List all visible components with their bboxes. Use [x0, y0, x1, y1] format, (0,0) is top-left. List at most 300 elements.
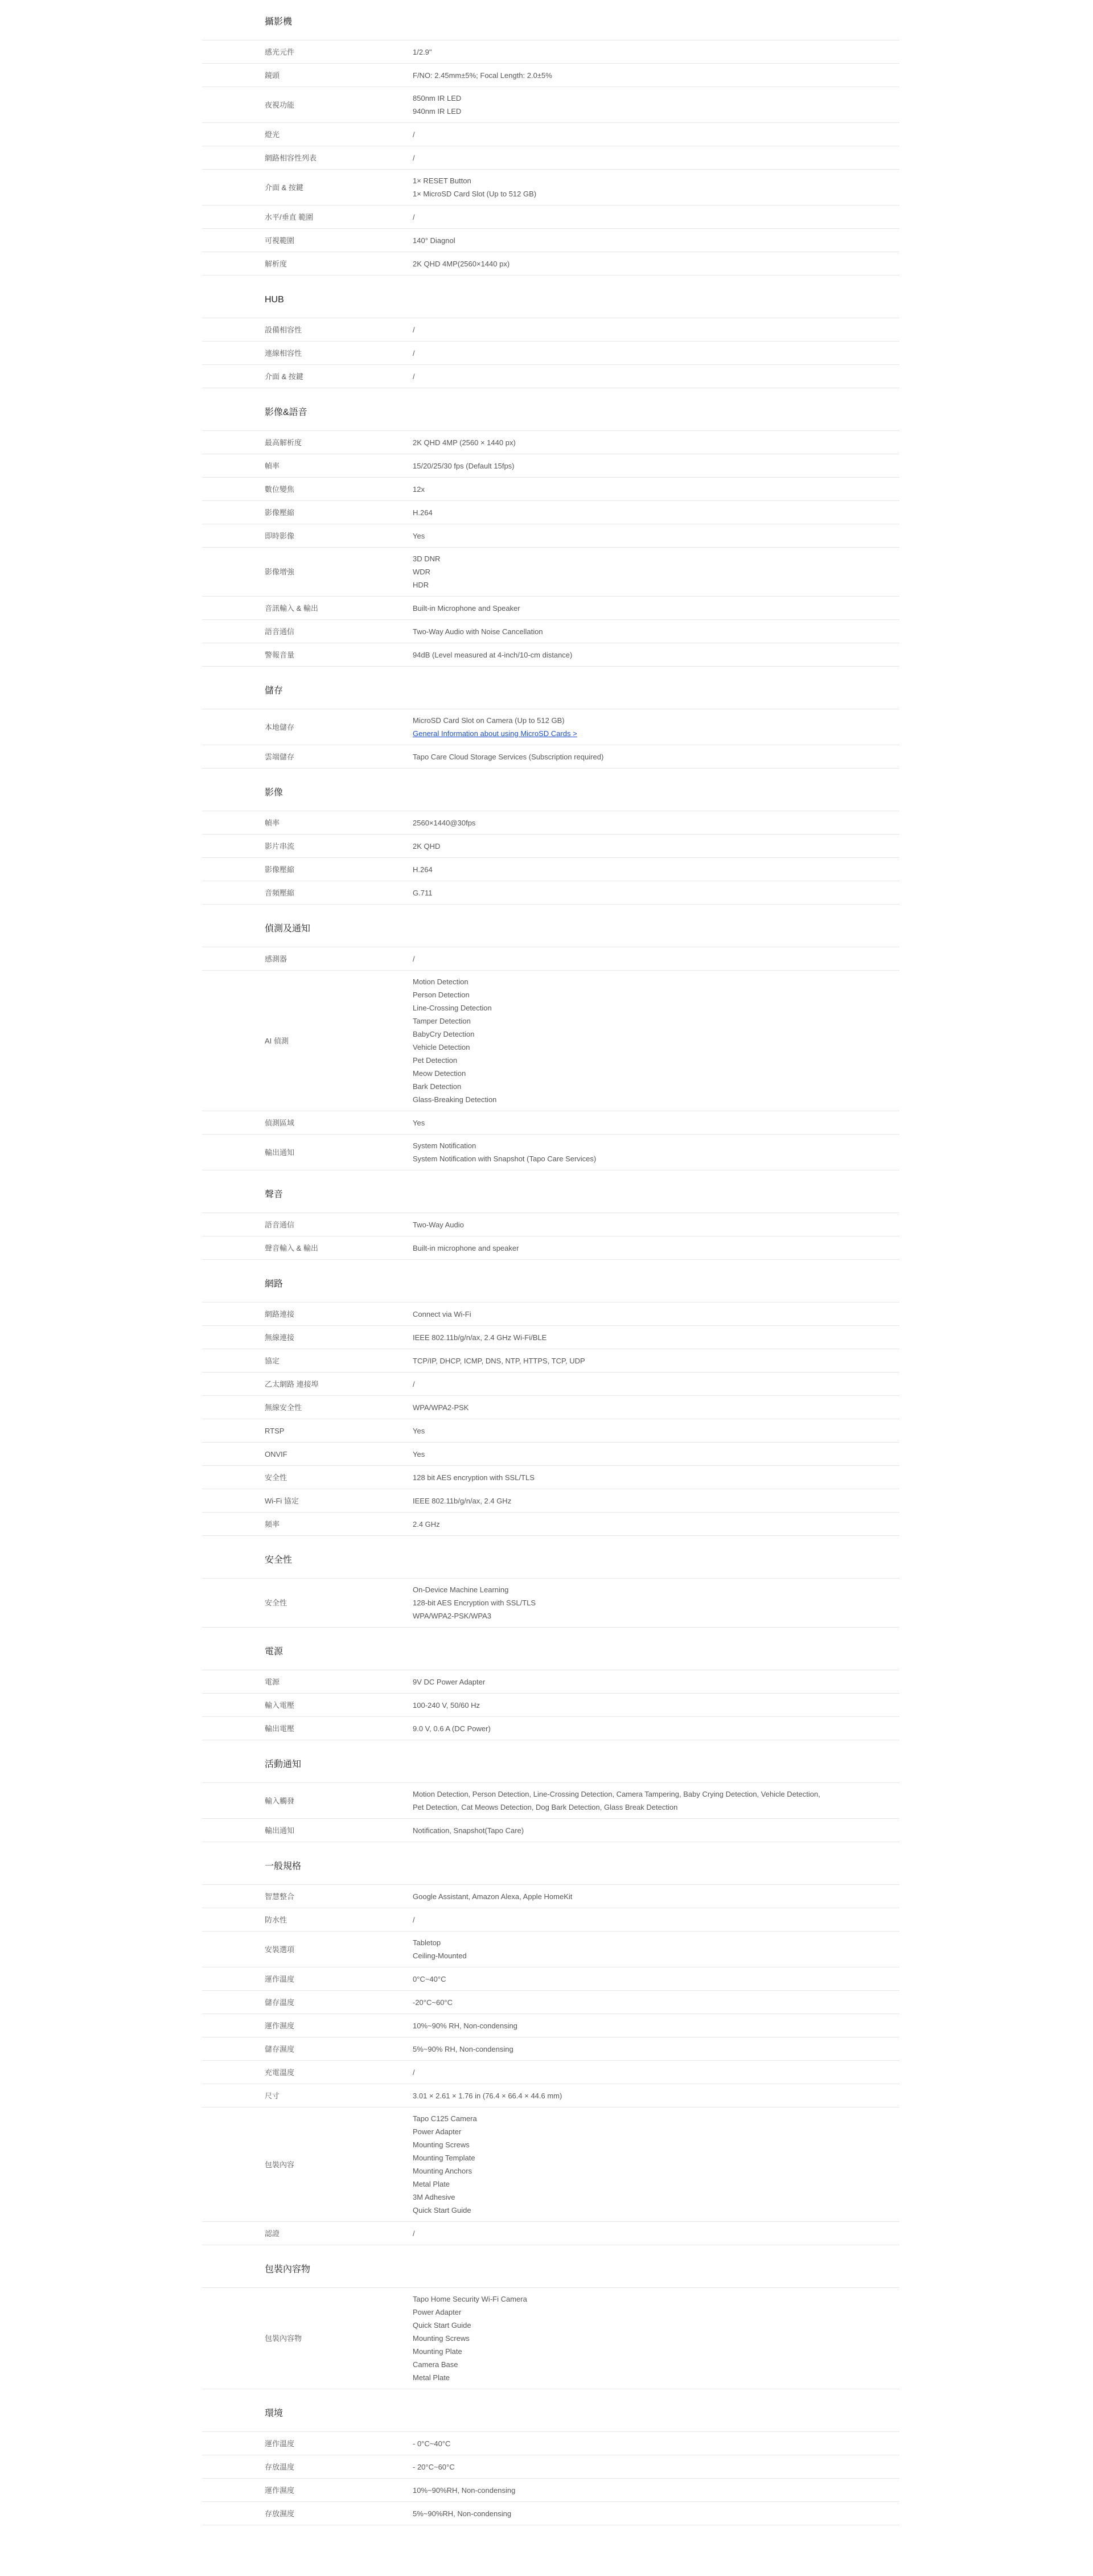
spec-value [413, 644, 899, 666]
spec-label: 儲存溫度 [265, 1998, 295, 2007]
table-row [202, 1396, 899, 1419]
spec-value [413, 746, 899, 768]
spec-value-line: 12x [413, 484, 425, 494]
spec-value [413, 253, 899, 275]
spec-value [413, 2015, 899, 2037]
spec-table-block [202, 2287, 899, 2389]
table-row [202, 709, 899, 745]
spec-section [202, 1634, 899, 1740]
spec-value [413, 2061, 899, 2084]
spec-label: 音訊輸入 & 輸出 [265, 603, 318, 613]
table-row [202, 1419, 899, 1443]
spec-label: 乙太網路 連接埠 [265, 1379, 319, 1388]
spec-value [413, 64, 899, 87]
spec-value-line: Power Adapter [413, 2308, 462, 2316]
table-row [202, 1819, 899, 1842]
section-title: 聲音 [265, 1190, 283, 1199]
spec-value-line: 9.0 V, 0.6 A (DC Power) [413, 1724, 491, 1733]
spec-section [202, 911, 899, 1170]
table-row [202, 431, 899, 454]
table-row [202, 1885, 899, 1908]
spec-label: 存放溫度 [265, 2462, 295, 2471]
spec-value [413, 1885, 899, 1908]
spec-label: 運作溫度 [265, 2439, 295, 2448]
spec-value-line: Yes [413, 1118, 425, 1127]
spec-table-block [202, 1213, 899, 1260]
spec-value [413, 835, 899, 857]
spec-label: RTSP [265, 1426, 285, 1435]
spec-value [413, 2085, 899, 2107]
spec-section [202, 5, 899, 276]
table-row [202, 811, 899, 835]
spec-value-line: System Notification with Snapshot (Tapo Care Services) [413, 1155, 597, 1163]
table-row [202, 1670, 899, 1694]
spec-value [413, 858, 899, 881]
spec-value [413, 882, 899, 904]
spec-value [413, 229, 899, 252]
spec-label: 協定 [265, 1356, 280, 1365]
spec-value-line: IEEE 802.11b/g/n/ax, 2.4 GHz [413, 1496, 512, 1505]
spec-table-block [202, 1578, 899, 1628]
spec-label: 智慧整合 [265, 1892, 295, 1901]
spec-value [413, 1214, 899, 1236]
spec-label: AI 偵測 [265, 1036, 289, 1045]
table-row [202, 40, 899, 64]
table-row [202, 1213, 899, 1236]
table-row [202, 1373, 899, 1396]
spec-value [413, 709, 899, 745]
spec-section [202, 2252, 899, 2389]
spec-label: 即時影像 [265, 531, 295, 540]
spec-label: 音頻壓縮 [265, 888, 295, 897]
table-row [202, 454, 899, 478]
spec-value [413, 502, 899, 524]
spec-value-line: Quick Start Guide [413, 2321, 471, 2330]
spec-value-line: Yes [413, 1449, 425, 1458]
spec-value [413, 1718, 899, 1740]
spec-label: 數位變焦 [265, 484, 295, 494]
table-row [202, 947, 899, 971]
spec-section [202, 1543, 899, 1628]
spec-value-line: System Notification [413, 1141, 476, 1150]
spec-section [202, 775, 899, 905]
spec-label: 燈光 [265, 130, 280, 139]
table-row [202, 1991, 899, 2014]
spec-label: 偵測區域 [265, 1118, 295, 1127]
section-title: 活動通知 [265, 1760, 302, 1769]
spec-value-line: G.711 [413, 888, 433, 897]
section-title: 安全性 [265, 1555, 293, 1565]
table-row [202, 1326, 899, 1349]
spec-value-line: / [413, 1915, 415, 1924]
spec-value-line: 128 bit AES encryption with SSL/TLS [413, 1473, 535, 1482]
spec-value [413, 1694, 899, 1716]
table-row [202, 2037, 899, 2061]
microsd-info-link[interactable]: General Information about using MicroSD Cards > [413, 729, 577, 738]
spec-label: 介面 & 按鍵 [265, 183, 303, 192]
spec-value-line: 2.4 GHz [413, 1519, 440, 1529]
spec-label: 介面 & 按鍵 [265, 372, 303, 381]
table-row [202, 501, 899, 524]
spec-label: 連線相容性 [265, 348, 302, 358]
table-row [202, 252, 899, 276]
spec-value [413, 1968, 899, 1990]
spec-label: 包裝內容物 [265, 2334, 302, 2343]
spec-value-line: Tabletop [413, 1938, 441, 1947]
spec-value [413, 2222, 899, 2245]
spec-value-line: Line-Crossing Detection [413, 1004, 492, 1012]
spec-label: 包裝內容 [265, 2160, 295, 2169]
table-row [202, 1135, 899, 1170]
spec-label: 無線安全性 [265, 1403, 302, 1412]
table-row [202, 1349, 899, 1373]
spec-label: 警報音量 [265, 650, 295, 659]
spec-value-line: 3D DNR [413, 554, 441, 563]
spec-value-line: Metal Plate [413, 2180, 450, 2188]
table-row [202, 1717, 899, 1740]
spec-value-line: Mounting Anchors [413, 2167, 472, 2175]
spec-value [413, 597, 899, 619]
spec-value-line: 850nm IR LED [413, 94, 462, 102]
spec-value-line: Tapo Care Cloud Storage Services (Subscription required) [413, 752, 604, 761]
spec-value-line: 2K QHD [413, 841, 441, 851]
spec-section [202, 1747, 899, 1842]
spec-table-block [202, 947, 899, 1170]
spec-value [413, 2503, 899, 2525]
spec-label: 頻率 [265, 1519, 280, 1529]
spec-value-line: 10%~90%RH, Non-condensing [413, 2485, 516, 2495]
spec-value-line: 1× RESET Button [413, 176, 471, 185]
spec-section [202, 1267, 899, 1536]
spec-value-line: BabyCry Detection [413, 1030, 475, 1038]
spec-value-line: 2K QHD 4MP (2560 × 1440 px) [413, 438, 516, 447]
table-row [202, 1783, 899, 1819]
table-row [202, 1579, 899, 1628]
spec-table-block [202, 1782, 899, 1842]
spec-label: 感測器 [265, 954, 287, 963]
spec-value-line: / [413, 1379, 415, 1388]
spec-value-line: / [413, 325, 415, 334]
table-row [202, 1236, 899, 1260]
spec-label: 影片串流 [265, 841, 295, 851]
spec-value-line: 15/20/25/30 fps (Default 15fps) [413, 461, 515, 470]
spec-value-line: Tapo Home Security Wi-Fi Camera [413, 2295, 527, 2303]
spec-value-line: Notification, Snapshot(Tapo Care) [413, 1826, 524, 1835]
spec-value-line: Mounting Screws [413, 2334, 470, 2343]
spec-label: Wi-Fi 協定 [265, 1496, 299, 1505]
table-row [202, 2222, 899, 2245]
table-row [202, 2455, 899, 2479]
spec-value [413, 1671, 899, 1693]
table-row [202, 881, 899, 905]
spec-label: 充電溫度 [265, 2068, 295, 2077]
table-row [202, 1303, 899, 1326]
table-row [202, 2014, 899, 2037]
spec-value-line: IEEE 802.11b/g/n/ax, 2.4 GHz Wi-Fi/BLE [413, 1333, 547, 1342]
spec-value-line: Yes [413, 531, 425, 540]
spec-value-line: / [413, 348, 415, 358]
spec-value-line: Built-in microphone and speaker [413, 1243, 519, 1252]
section-title: 包裝內容物 [265, 2265, 311, 2274]
spec-value-line: / [413, 954, 415, 963]
table-row [202, 1932, 899, 1967]
table-row [202, 365, 899, 388]
spec-value-line: Vehicle Detection [413, 1043, 470, 1051]
spec-value-line: 5%~90% RH, Non-condensing [413, 2044, 513, 2053]
spec-value-line: Connect via Wi-Fi [413, 1309, 471, 1318]
spec-value [413, 2038, 899, 2060]
spec-value-line: Built-in Microphone and Speaker [413, 603, 520, 613]
spec-value [413, 548, 899, 596]
spec-value [413, 342, 899, 364]
spec-table-block [202, 2431, 899, 2525]
spec-value [413, 1579, 899, 1627]
spec-value [413, 1112, 899, 1134]
spec-value-line: 2560×1440@30fps [413, 818, 476, 827]
spec-value-line: Google Assistant, Amazon Alexa, Apple HomeKit [413, 1892, 573, 1901]
spec-value [413, 1490, 899, 1512]
spec-value [413, 2433, 899, 2455]
table-row [202, 1443, 899, 1466]
spec-label: 水平/垂直 範圍 [265, 212, 314, 221]
spec-value-line: Ceiling-Mounted [413, 1951, 467, 1960]
spec-value [413, 319, 899, 341]
spec-label: 運作濕度 [265, 2021, 295, 2030]
spec-value-line: On-Device Machine Learning [413, 1585, 509, 1594]
spec-value-line: / [413, 2068, 415, 2077]
spec-value [413, 432, 899, 454]
spec-value [413, 1819, 899, 1842]
spec-value [413, 41, 899, 63]
spec-label: 安全性 [265, 1473, 287, 1482]
spec-table-block [202, 1884, 899, 2245]
table-row [202, 2084, 899, 2107]
spec-value-line: Tamper Detection [413, 1017, 471, 1025]
section-title: 一般規格 [265, 1862, 302, 1871]
spec-value-line: Motion Detection [413, 977, 469, 986]
table-row [202, 342, 899, 365]
spec-value-line: Mounting Template [413, 2154, 475, 2162]
spec-label: 無線連接 [265, 1333, 295, 1342]
spec-value-line: 100-240 V, 50/60 Hz [413, 1700, 480, 1710]
spec-value [413, 1513, 899, 1535]
spec-table-block [202, 1670, 899, 1740]
spec-value [413, 2107, 899, 2221]
spec-label: 影像壓縮 [265, 508, 295, 517]
table-row [202, 1694, 899, 1717]
spec-value-line: 128-bit AES Encryption with SSL/TLS [413, 1599, 536, 1607]
spec-value [413, 478, 899, 500]
table-row [202, 1111, 899, 1135]
spec-value [413, 1303, 899, 1325]
spec-section [202, 282, 899, 388]
spec-section [202, 2396, 899, 2525]
spec-section [202, 395, 899, 667]
spec-label: 安全性 [265, 1599, 287, 1607]
spec-value-line: Yes [413, 1426, 425, 1435]
spec-value-line: 3.01 × 2.61 × 1.76 in (76.4 × 66.4 × 44.6 mm) [413, 2091, 562, 2100]
spec-value-line: WDR [413, 568, 431, 576]
spec-value [413, 2456, 899, 2478]
table-row [202, 64, 899, 87]
spec-label: 防水性 [265, 1915, 287, 1924]
spec-table [202, 0, 899, 2525]
spec-value-line: / [413, 153, 415, 162]
section-title: 儲存 [265, 686, 283, 696]
spec-value [413, 948, 899, 970]
spec-value [413, 621, 899, 643]
spec-value-line: 1× MicroSD Card Slot (Up to 512 GB) [413, 190, 537, 198]
table-row [202, 1513, 899, 1536]
spec-table-block [202, 430, 899, 667]
spec-value [413, 1237, 899, 1259]
spec-label: 幀率 [265, 818, 280, 827]
spec-value [413, 1466, 899, 1489]
section-title: 影像&語音 [265, 408, 307, 417]
spec-value [413, 365, 899, 388]
spec-value [413, 1350, 899, 1372]
spec-label: 感光元件 [265, 47, 295, 56]
spec-label: 語音通信 [265, 1220, 295, 1229]
spec-value-line: F/NO: 2.45mm±5%; Focal Length: 2.0±5% [413, 71, 552, 80]
spec-label: 儲存濕度 [265, 2044, 295, 2053]
spec-value-line: Person Detection [413, 991, 470, 999]
spec-value [413, 1932, 899, 1967]
spec-value-line: Two-Way Audio with Noise Cancellation [413, 627, 543, 636]
spec-label: 尺寸 [265, 2091, 280, 2100]
table-row [202, 1489, 899, 1513]
spec-section [202, 1849, 899, 2245]
spec-label: 輸出通知 [265, 1826, 295, 1835]
spec-value-line: MicroSD Card Slot on Camera (Up to 512 GB) [413, 716, 565, 725]
spec-label: 鏡頭 [265, 71, 280, 80]
spec-value-line: Two-Way Audio [413, 1220, 464, 1229]
spec-label: 本地儲存 [265, 722, 295, 732]
spec-value-line: 140° Diagnol [413, 236, 455, 245]
table-row [202, 2288, 899, 2389]
spec-value-line: HDR [413, 581, 429, 589]
spec-value-line: -20°C~60°C [413, 1998, 453, 2007]
spec-label: ONVIF [265, 1449, 287, 1458]
spec-value [413, 87, 899, 122]
spec-value [413, 1135, 899, 1170]
spec-label: 設備相容性 [265, 325, 302, 334]
table-row [202, 2479, 899, 2502]
spec-value-line: Bark Detection [413, 1082, 462, 1091]
spec-value [413, 1326, 899, 1349]
spec-value [413, 124, 899, 146]
spec-table-block [202, 709, 899, 769]
spec-value-line: / [413, 212, 415, 221]
spec-value [413, 147, 899, 169]
table-row [202, 87, 899, 123]
table-row [202, 170, 899, 206]
spec-value-line: Camera Base [413, 2360, 458, 2369]
spec-value-line: Motion Detection, Person Detection, Line-Crossing Detection, Camera Tampering, Baby Crying Detection, Vehicle Detection, Pet Detection, Cat Meows Detection, Dog Bark Detection, Glass Break Detection [413, 1790, 820, 1811]
spec-label: 認證 [265, 2229, 280, 2238]
spec-label: 輸出電壓 [265, 1724, 295, 1733]
spec-label: 夜視功能 [265, 100, 295, 109]
spec-value-line: / [413, 372, 415, 381]
spec-value [413, 2288, 899, 2389]
spec-value [413, 1783, 899, 1818]
section-title: 影像 [265, 788, 283, 798]
spec-label: 輸入觸發 [265, 1796, 295, 1805]
table-row [202, 2432, 899, 2455]
spec-value-line: - 20°C~60°C [413, 2462, 455, 2471]
spec-table-block [202, 811, 899, 905]
spec-value [413, 971, 899, 1111]
spec-label: 幀率 [265, 461, 280, 470]
spec-value-line: Power Adapter [413, 2127, 462, 2136]
spec-value-line: 5%~90%RH, Non-condensing [413, 2509, 512, 2518]
spec-table-block [202, 1302, 899, 1536]
spec-label: 輸出通知 [265, 1148, 295, 1157]
spec-label: 網路連接 [265, 1309, 295, 1318]
spec-value-line: 10%~90% RH, Non-condensing [413, 2021, 517, 2030]
spec-value [413, 1373, 899, 1395]
spec-section [202, 1177, 899, 1260]
spec-value-line: 1/2.9" [413, 47, 432, 56]
section-title: 網路 [265, 1279, 283, 1289]
table-row [202, 524, 899, 548]
spec-value-line: WPA/WPA2-PSK [413, 1403, 469, 1412]
spec-value-line: TCP/IP, DHCP, ICMP, DNS, NTP, HTTPS, TCP, UDP [413, 1356, 585, 1365]
table-row [202, 146, 899, 170]
table-row [202, 1466, 899, 1489]
table-row [202, 123, 899, 146]
spec-value [413, 206, 899, 228]
spec-label: 影像增強 [265, 568, 295, 576]
spec-value [413, 1396, 899, 1419]
spec-value-line: Mounting Screws [413, 2140, 470, 2149]
spec-value-line: 0°C~40°C [413, 1974, 446, 1983]
spec-label: 存放濕度 [265, 2509, 295, 2518]
section-title: 攝影機 [265, 17, 293, 27]
table-row [202, 229, 899, 252]
spec-value-line: Metal Plate [413, 2373, 450, 2382]
section-title: 電源 [265, 1647, 283, 1657]
table-row [202, 478, 899, 501]
spec-label: 可視範圍 [265, 236, 295, 245]
spec-value-line: - 0°C~40°C [413, 2439, 451, 2448]
spec-label: 網路相容性列表 [265, 153, 317, 162]
spec-value-line: Pet Detection [413, 1056, 458, 1065]
spec-value-line: H.264 [413, 508, 433, 517]
spec-value-line: / [413, 2229, 415, 2238]
spec-value-line: Quick Start Guide [413, 2206, 471, 2215]
section-title: 偵測及通知 [265, 924, 311, 934]
spec-value-line: WPA/WPA2-PSK/WPA3 [413, 1612, 491, 1620]
spec-value [413, 525, 899, 547]
section-title: 環境 [265, 2409, 283, 2418]
spec-value-line: 2K QHD 4MP(2560×1440 px) [413, 259, 510, 268]
spec-label: 影像壓縮 [265, 865, 295, 874]
spec-value [413, 170, 899, 205]
table-row [202, 858, 899, 881]
spec-value [413, 2479, 899, 2501]
spec-value [413, 1909, 899, 1931]
spec-value-line: 940nm IR LED [413, 107, 462, 116]
table-row [202, 745, 899, 769]
table-row [202, 206, 899, 229]
spec-table-block [202, 40, 899, 276]
table-row [202, 643, 899, 667]
spec-table-block [202, 318, 899, 388]
spec-value-line: 3M Adhesive [413, 2193, 455, 2201]
spec-section [202, 673, 899, 769]
spec-value-line: Mounting Plate [413, 2347, 462, 2356]
